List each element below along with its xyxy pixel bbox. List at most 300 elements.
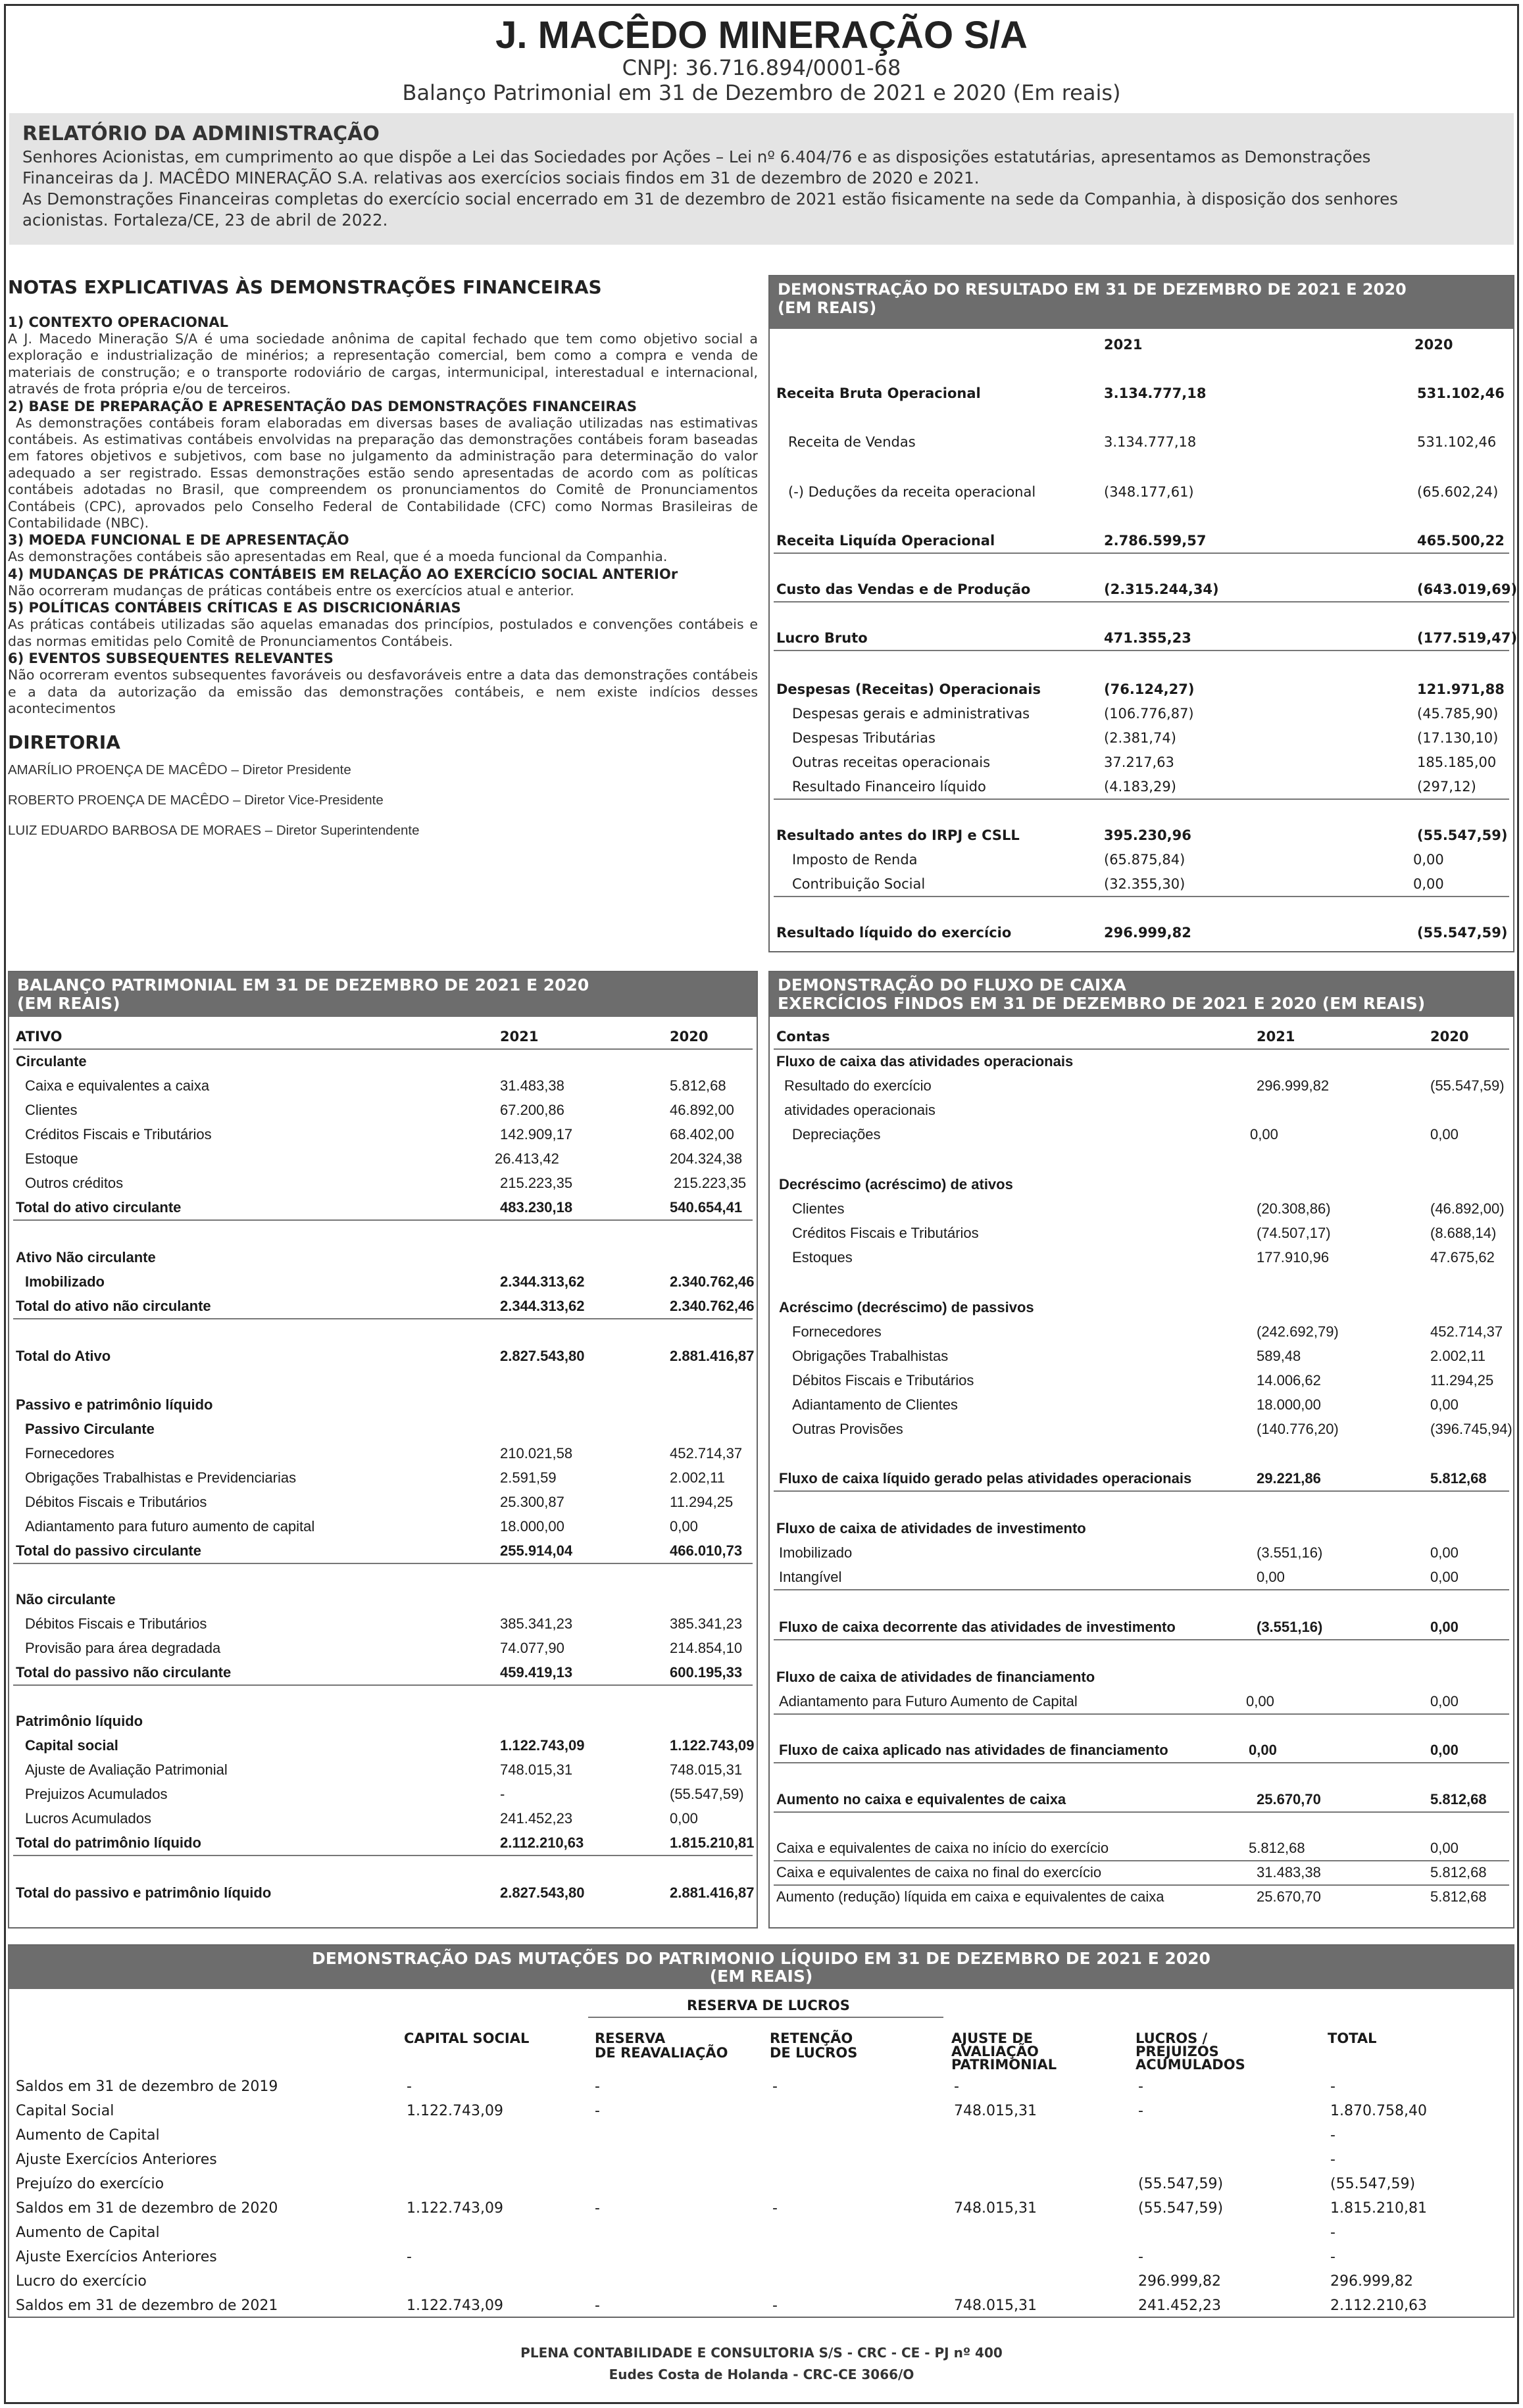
- divider: [774, 1589, 1509, 1590]
- asset-header: ATIVO: [16, 1029, 62, 1044]
- cash-flow-title: DEMONSTRAÇÃO DO FLUXO DE CAIXA: [778, 975, 1126, 995]
- row-value: (55.547,59): [1417, 827, 1508, 843]
- row-value: (2.381,74): [1104, 730, 1176, 746]
- row-label: Prejuizos Acumulados: [25, 1786, 168, 1802]
- table-row: [9, 1807, 757, 1831]
- row-value: (74.507,17): [1257, 1225, 1331, 1241]
- col-header-accumulated: ACUMULADOS: [1136, 2057, 1245, 2073]
- row-label: Imobilizado: [25, 1273, 105, 1290]
- row-label: Receita Liquída Operacional: [776, 533, 995, 549]
- management-report: [9, 113, 1514, 245]
- row-label: Aumento de Capital: [16, 2127, 160, 2144]
- row-label: Total do ativo não circulante: [16, 1298, 211, 1314]
- company-name: J. MACÊDO MINERAÇÃO S/A: [495, 14, 1028, 57]
- row-value: (55.547,59): [1138, 2176, 1224, 2192]
- director-line: AMARÍLIO PROENÇA DE MACÊDO – Diretor Presidente: [8, 762, 351, 778]
- table-row: [770, 1836, 1513, 1860]
- row-value: (3.551,16): [1257, 1544, 1323, 1561]
- row-value: 748.015,31: [670, 1761, 743, 1778]
- table-row: [770, 750, 1513, 774]
- row-value: 0,00: [1430, 1569, 1459, 1585]
- table-row: [770, 1369, 1513, 1392]
- row-value: 385.341,23: [500, 1615, 573, 1632]
- table-row: [9, 1344, 757, 1368]
- divider: [774, 1490, 1509, 1492]
- row-label: Débitos Fiscais e Tributários: [25, 1615, 207, 1632]
- table-row: [770, 1665, 1513, 1689]
- report-line: acionistas. Fortaleza/CE, 23 de abril de 2022.: [22, 210, 388, 230]
- note-text: As práticas contábeis utilizadas são aquelas emanadas dos princípios, postulados e convenções contábeis e das normas emitidas pelo Comitê de Pronunciamentos Contábeis.: [8, 616, 758, 649]
- row-value: 18.000,00: [500, 1518, 564, 1535]
- row-value: 255.914,04: [500, 1542, 573, 1559]
- row-value: 47.675,62: [1430, 1249, 1495, 1265]
- row-label: Total do passivo circulante: [16, 1542, 201, 1559]
- table-row: [9, 1270, 757, 1294]
- row-value: 2.827.543,80: [500, 1348, 585, 1364]
- row-value: 589,48: [1257, 1348, 1301, 1364]
- accounts-header: Contas: [776, 1029, 830, 1044]
- cash-flow-header: [770, 972, 1513, 1017]
- row-label: Resultado Financeiro líquido: [792, 779, 986, 795]
- divider: [774, 799, 1509, 800]
- col-header-retention: RETENÇÃO: [770, 2030, 853, 2046]
- table-row: [770, 1517, 1513, 1540]
- row-value: 31.483,38: [1257, 1864, 1321, 1880]
- row-label: Não circulante: [16, 1591, 116, 1608]
- table-row: [9, 1442, 757, 1465]
- year-header: 2021: [500, 1029, 539, 1044]
- row-value: 2.002,11: [670, 1469, 726, 1486]
- row-value: -: [1330, 2151, 1336, 2168]
- row-value: 395.230,96: [1104, 827, 1191, 843]
- row-value: 177.910,96: [1257, 1249, 1330, 1265]
- row-value: 2.340.762,46: [670, 1298, 755, 1314]
- note-heading: 6) EVENTOS SUBSEQUENTES RELEVANTES: [8, 651, 334, 667]
- balance-sheet-subtitle: (EM REAIS): [17, 994, 120, 1013]
- row-value: (140.776,20): [1257, 1421, 1339, 1437]
- equity-title: DEMONSTRAÇÃO DAS MUTAÇÕES DO PATRIMONIO LÍQUIDO EM 31 DE DEZEMBRO DE 2021 E 2020: [312, 1949, 1211, 1968]
- table-row: [9, 1758, 757, 1782]
- divider: [774, 601, 1509, 602]
- row-label: Resultado antes do IRPJ e CSLL: [776, 827, 1020, 843]
- table-row: [9, 2294, 1513, 2318]
- table-row: [770, 921, 1513, 945]
- table-row: [770, 1320, 1513, 1344]
- row-value: 2.827.543,80: [500, 1884, 585, 1901]
- divider: [774, 1811, 1509, 1813]
- table-row: [9, 1588, 757, 1611]
- row-value: 5.812,68: [1430, 1864, 1487, 1880]
- row-value: -: [1330, 2127, 1336, 2144]
- row-value: 5.812,68: [1430, 1791, 1487, 1807]
- col-header-retention: DE LUCROS: [770, 2045, 858, 2061]
- row-label: Total do Ativo: [16, 1348, 111, 1364]
- row-value: 452.714,37: [1430, 1323, 1503, 1340]
- row-label: Caixa e equivalentes de caixa no final do exercício: [776, 1864, 1102, 1880]
- note-text: A J. Macedo Mineração S/A é uma sociedade anônima de capital fechado que tem como objetivo social a exploração e industrialização de minérios; a representação comercial, bem como a compra e venda de materiais de construção; e o transporte rodoviário de cargas, intermunicipal, interestadual e internacional, através de frota própria e/ou de terceiros.: [8, 331, 758, 397]
- table-row: [9, 2123, 1513, 2148]
- table-row: [9, 2172, 1513, 2196]
- row-value: 5.812,68: [1430, 1470, 1487, 1487]
- divider: [774, 650, 1509, 651]
- note-text: As demonstrações contábeis são apresentadas em Real, que é a moeda funcional da Companhia.: [8, 549, 668, 565]
- table-row: [770, 702, 1513, 725]
- row-value: 215.223,35: [674, 1175, 747, 1191]
- row-label: Outras receitas operacionais: [792, 754, 991, 770]
- row-label: Fluxo de caixa aplicado nas atividades de financiamento: [779, 1742, 1168, 1758]
- row-label: Caixa e equivalentes a caixa: [25, 1077, 210, 1094]
- table-row: [770, 1246, 1513, 1269]
- row-value: 204.324,38: [670, 1150, 743, 1167]
- table-row: [9, 1881, 757, 1905]
- table-row: [770, 1173, 1513, 1196]
- row-value: 0,00: [1250, 1126, 1278, 1143]
- row-value: (55.547,59): [670, 1786, 744, 1802]
- row-label: Despesas gerais e administrativas: [792, 706, 1030, 722]
- row-value: 385.341,23: [670, 1615, 743, 1632]
- row-value: 1.122.743,09: [407, 2200, 503, 2217]
- row-value: -: [500, 1786, 505, 1802]
- table-row: [9, 1050, 757, 1073]
- row-value: 0,00: [1430, 1619, 1459, 1635]
- row-value: 0,00: [1249, 1742, 1277, 1758]
- row-label: Resultado líquido do exercício: [776, 925, 1012, 941]
- director-line: LUIZ EDUARDO BARBOSA DE MORAES – Diretor Superintendente: [8, 823, 420, 839]
- balance-sheet-title: BALANÇO PATRIMONIAL EM 31 DE DEZEMBRO DE 2021 E 2020: [17, 975, 589, 995]
- row-value: 748.015,31: [954, 2297, 1037, 2314]
- divider: [774, 1639, 1509, 1640]
- col-header-adjustment: PATRIMONIAL: [951, 2057, 1057, 2073]
- year-header: 2020: [1430, 1029, 1469, 1044]
- row-value: 25.670,70: [1257, 1791, 1321, 1807]
- row-label: Fluxo de caixa de atividades de financiamento: [776, 1669, 1095, 1685]
- table-row: [770, 1690, 1513, 1713]
- row-label: Créditos Fiscais e Tributários: [792, 1225, 979, 1241]
- table-row: [770, 1050, 1513, 1073]
- table-row: [770, 1788, 1513, 1811]
- row-label: Resultado do exercício: [784, 1077, 932, 1094]
- row-label: Débitos Fiscais e Tributários: [792, 1372, 974, 1388]
- row-label: Prejuízo do exercício: [16, 2176, 164, 2192]
- row-value: 0,00: [1413, 852, 1444, 868]
- row-label: (-) Deduções da receita operacional: [788, 484, 1036, 500]
- row-value: 25.300,87: [500, 1494, 564, 1510]
- row-label: Intangível: [779, 1569, 842, 1585]
- cash-flow-column-header: [770, 1025, 1513, 1048]
- accountant-name: Eudes Costa de Holanda - CRC-CE 3066/O: [609, 2367, 914, 2382]
- divider: [13, 1684, 753, 1686]
- row-value: 2.881.416,87: [670, 1884, 755, 1901]
- row-value: 215.223,35: [500, 1175, 573, 1191]
- table-row: [770, 1738, 1513, 1762]
- row-value: (242.692,79): [1257, 1323, 1339, 1340]
- table-row: [770, 1861, 1513, 1884]
- row-value: 210.021,58: [500, 1445, 573, 1462]
- row-value: (20.308,86): [1257, 1200, 1331, 1217]
- row-value: -: [772, 2297, 778, 2314]
- explanatory-notes: [8, 276, 758, 853]
- row-value: (4.183,29): [1104, 779, 1176, 795]
- row-label: Aumento (redução) líquida em caixa e equivalentes de caixa: [776, 1888, 1164, 1905]
- income-statement-header: [770, 276, 1513, 329]
- table-row: [770, 848, 1513, 872]
- row-value: 121.971,88: [1417, 681, 1505, 697]
- divider: [588, 2017, 943, 2018]
- cash-flow-subtitle: EXERCÍCIOS FINDOS EM 31 DE DEZEMBRO DE 2021 E 2020 (EM REAIS): [778, 994, 1426, 1013]
- row-value: (177.519,47): [1417, 630, 1518, 646]
- note-heading: 5) POLÍTICAS CONTÁBEIS CRÍTICAS E AS DISCRICIONÁRIAS: [8, 600, 461, 616]
- row-value: 1.870.758,40: [1330, 2103, 1427, 2119]
- row-label: Adiantamento para Futuro Aumento de Capital: [779, 1693, 1078, 1709]
- row-value: 0,00: [1246, 1693, 1274, 1709]
- divider: [774, 896, 1509, 897]
- row-value: -: [595, 2103, 600, 2119]
- note-text: Não ocorreram mudanças de práticas contábeis entre os exercícios atual e anterior.: [8, 582, 574, 599]
- table-row: [9, 1734, 757, 1757]
- table-row: [770, 1123, 1513, 1146]
- row-label: Fluxo de caixa decorrente das atividades de investimento: [779, 1619, 1176, 1635]
- row-value: 46.892,00: [670, 1102, 734, 1118]
- col-header-capital: CAPITAL SOCIAL: [404, 2030, 530, 2046]
- row-value: 5.812,68: [1249, 1840, 1305, 1856]
- balance-sheet: [8, 971, 758, 1929]
- divider: [774, 1762, 1509, 1763]
- row-label: Provisão para área degradada: [25, 1640, 221, 1656]
- table-row: [770, 1197, 1513, 1221]
- row-label: Obrigações Trabalhistas e Previdenciarias: [25, 1469, 297, 1486]
- row-value: 18.000,00: [1257, 1396, 1321, 1413]
- row-label: Caixa e equivalentes de caixa no início do exercício: [776, 1840, 1109, 1856]
- row-label: Fluxo de caixa das atividades operacionais: [776, 1053, 1074, 1069]
- row-label: Estoques: [792, 1249, 853, 1265]
- row-value: 296.999,82: [1104, 925, 1191, 941]
- divider: [13, 1855, 753, 1856]
- row-value: 0,00: [1430, 1544, 1459, 1561]
- row-label: Fluxo de caixa líquido gerado pelas atividades operacionais: [779, 1470, 1192, 1487]
- row-value: 540.654,41: [670, 1199, 743, 1216]
- row-value: 0,00: [1430, 1742, 1459, 1758]
- table-row: [9, 1490, 757, 1514]
- table-row: [9, 2099, 1513, 2123]
- row-value: 2.340.762,46: [670, 1273, 755, 1290]
- row-label: Patrimônio líquido: [16, 1713, 143, 1729]
- row-value: (3.551,16): [1257, 1619, 1323, 1635]
- row-value: 185.185,00: [1417, 754, 1497, 770]
- row-value: (643.019,69): [1417, 581, 1518, 597]
- row-value: -: [1330, 2249, 1336, 2265]
- divider: [13, 1318, 753, 1319]
- row-value: 0,00: [1430, 1693, 1459, 1709]
- row-value: 600.195,33: [670, 1664, 743, 1681]
- row-value: 29.221,86: [1257, 1470, 1321, 1487]
- row-label: Clientes: [25, 1102, 78, 1118]
- row-value: (106.776,87): [1104, 706, 1194, 722]
- table-row: [9, 1831, 757, 1855]
- table-row: [9, 1466, 757, 1490]
- row-value: 296.999,82: [1330, 2273, 1413, 2290]
- row-value: (8.688,14): [1430, 1225, 1497, 1241]
- row-label: Capital social: [25, 1737, 118, 1754]
- divider: [774, 553, 1509, 554]
- directors-title: DIRETORIA: [8, 731, 120, 754]
- row-label: Passivo Circulante: [25, 1421, 155, 1437]
- row-label: Contribuição Social: [792, 876, 926, 892]
- balance-column-header: [9, 1025, 757, 1048]
- row-value: 459.419,13: [500, 1664, 573, 1681]
- row-label: Circulante: [16, 1053, 87, 1069]
- row-value: 26.413,42: [495, 1150, 559, 1167]
- divider: [774, 1713, 1509, 1715]
- row-value: 3.134.777,18: [1104, 434, 1197, 450]
- row-value: -: [407, 2249, 412, 2265]
- table-row: [770, 823, 1513, 847]
- table-row: [770, 1393, 1513, 1417]
- row-value: 31.483,38: [500, 1077, 564, 1094]
- table-row: [770, 1296, 1513, 1319]
- row-value: 74.077,90: [500, 1640, 564, 1656]
- director-line: ROBERTO PROENÇA DE MACÊDO – Diretor Vice-Presidente: [8, 793, 384, 808]
- row-label: Passivo e patrimônio líquido: [16, 1396, 213, 1413]
- table-row: [9, 1123, 757, 1146]
- row-label: Débitos Fiscais e Tributários: [25, 1494, 207, 1510]
- row-label: Ajuste Exercícios Anteriores: [16, 2151, 217, 2168]
- row-value: 241.452,23: [500, 1810, 573, 1827]
- col-header-adjustment: AJUSTE DE: [951, 2030, 1034, 2046]
- row-label: Total do ativo circulante: [16, 1199, 182, 1216]
- year-header: 2021: [1257, 1029, 1295, 1044]
- row-value: 2.112.210,63: [500, 1834, 584, 1851]
- table-row: [770, 1565, 1513, 1589]
- table-row: [770, 430, 1513, 454]
- row-value: 1.122.743,09: [500, 1737, 585, 1754]
- divider: [13, 1219, 753, 1221]
- table-row: [9, 1782, 757, 1806]
- row-value: (297,12): [1417, 779, 1476, 795]
- row-label: Imposto de Renda: [792, 852, 918, 868]
- row-value: 1.122.743,09: [407, 2297, 503, 2314]
- table-row: [770, 872, 1513, 896]
- row-label: Decréscimo (acréscimo) de ativos: [779, 1176, 1013, 1192]
- col-header-accumulated: PREJUIZOS: [1136, 2044, 1219, 2059]
- row-value: 2.112.210,63: [1330, 2297, 1427, 2314]
- row-value: -: [1138, 2078, 1143, 2095]
- row-value: 68.402,00: [670, 1126, 734, 1143]
- col-header-reserve: RESERVA: [595, 2030, 666, 2046]
- row-label: Ajuste de Avaliação Patrimonial: [25, 1761, 228, 1778]
- row-value: (396.745,94): [1430, 1421, 1512, 1437]
- row-value: 11.294,25: [1430, 1372, 1494, 1388]
- row-value: 67.200,86: [500, 1102, 564, 1118]
- row-value: 748.015,31: [954, 2200, 1037, 2217]
- row-label: Acréscimo (decréscimo) de passivos: [779, 1299, 1034, 1315]
- col-header-accumulated: LUCROS /: [1136, 2030, 1208, 2046]
- report-line: Financeiras da J. MACÊDO MINERAÇÃO S.A. relativas aos exercícios sociais findos em 31 de dezembro de 2020 e 2021.: [22, 168, 980, 187]
- row-value: (55.547,59): [1330, 2176, 1416, 2192]
- row-value: 214.854,10: [670, 1640, 743, 1656]
- row-value: -: [595, 2200, 600, 2217]
- row-value: 3.134.777,18: [1104, 385, 1207, 401]
- cash-flow-statement: [768, 971, 1514, 1929]
- note-text: As demonstrações contábeis foram elaboradas em diversas bases de avaliação utilizadas nas estimativas contábeis. As estimativas contábeis envolvidas na preparação das demonstrações contábeis foram baseadas em fatores objetivos e subjetivos, com base no julgamento da administração para determinação do valor adequado a ser registrado. Essas demonstrações estão sendo apresentadas de acordo com as políticas contábeis adotadas no Brasil, que compreendem os pronunciamentos do Comitê de Pronunciamentos Contábeis (CPC), aprovados pelo Conselho Federal de Contabilidade (CFC) como Normas Brasileiras de Contabilidade (NBC).: [8, 414, 758, 531]
- row-value: 2.002,11: [1430, 1348, 1486, 1364]
- table-row: [770, 626, 1518, 650]
- row-value: 0,00: [1430, 1396, 1459, 1413]
- row-value: (65.875,84): [1104, 852, 1186, 868]
- row-value: 0,00: [1430, 1126, 1459, 1143]
- table-row: [770, 529, 1513, 553]
- report-title: RELATÓRIO DA ADMINISTRAÇÃO: [22, 122, 380, 145]
- row-value: (32.355,30): [1104, 876, 1186, 892]
- row-value: 0,00: [1257, 1569, 1285, 1585]
- row-value: (55.547,59): [1138, 2200, 1224, 2217]
- income-statement-subtitle: (EM REAIS): [778, 299, 877, 317]
- row-label: Imobilizado: [779, 1544, 853, 1561]
- table-row: [9, 2245, 1513, 2269]
- note-text: Não ocorreram eventos subsequentes favoráveis ou desfavoráveis entre a data das demonstrações contábeis e a data da autorização da emissão das demonstrações contábeis, e nem existe indícios desses acontecimentos: [8, 667, 758, 716]
- row-label: Saldos em 31 de dezembro de 2021: [16, 2297, 278, 2314]
- year-header: 2020: [670, 1029, 709, 1044]
- row-value: 748.015,31: [954, 2103, 1037, 2119]
- row-value: 452.714,37: [670, 1445, 743, 1462]
- row-label: Outros créditos: [25, 1175, 124, 1191]
- row-value: (17.130,10): [1417, 730, 1499, 746]
- row-value: -: [407, 2078, 412, 2095]
- row-label: Obrigações Trabalhistas: [792, 1348, 949, 1364]
- company-cnpj: CNPJ: 36.716.894/0001-68: [622, 55, 901, 80]
- table-row: [770, 677, 1513, 701]
- table-row: [9, 2148, 1513, 2172]
- table-row: [770, 1417, 1513, 1441]
- row-value: 296.999,82: [1138, 2273, 1221, 2290]
- row-value: 37.217,63: [1104, 754, 1174, 770]
- note-heading: 1) CONTEXTO OPERACIONAL: [8, 314, 229, 330]
- table-row: [770, 577, 1518, 601]
- table-row: [770, 1074, 1513, 1098]
- row-value: 0,00: [670, 1518, 698, 1535]
- row-value: -: [1330, 2078, 1336, 2095]
- table-row: [9, 1661, 757, 1684]
- table-row: [770, 480, 1513, 504]
- row-label: atividades operacionais: [784, 1102, 936, 1118]
- row-value: 0,00: [1430, 1840, 1459, 1856]
- row-label: Ativo Não circulante: [16, 1249, 156, 1265]
- row-label: Lucro do exercício: [16, 2273, 147, 2290]
- row-value: 0,00: [1413, 876, 1444, 892]
- table-row: [9, 1393, 757, 1417]
- income-statement-title: DEMONSTRAÇÃO DO RESULTADO EM 31 DE DEZEMBRO DE 2021 E 2020: [778, 280, 1407, 299]
- table-row: [9, 1147, 757, 1171]
- row-value: 531.102,46: [1417, 385, 1505, 401]
- row-label: Adiantamento de Clientes: [792, 1396, 958, 1413]
- table-row: [9, 1709, 757, 1733]
- row-label: Despesas (Receitas) Operacionais: [776, 681, 1041, 697]
- row-label: Aumento no caixa e equivalentes de caixa: [776, 1791, 1066, 1807]
- note-heading: 4) MUDANÇAS DE PRÁTICAS CONTÁBEIS EM RELAÇÃO AO EXERCÍCIO SOCIAL ANTERIOr: [8, 566, 678, 582]
- row-value: 5.812,68: [1430, 1888, 1487, 1905]
- row-value: 531.102,46: [1417, 434, 1497, 450]
- table-row: [9, 1098, 757, 1122]
- row-value: 2.344.313,62: [500, 1298, 585, 1314]
- row-value: 1.815.210,81: [1330, 2200, 1427, 2217]
- row-value: 25.670,70: [1257, 1888, 1321, 1905]
- row-value: 5.812,68: [670, 1077, 726, 1094]
- row-value: -: [954, 2078, 959, 2095]
- row-value: (55.547,59): [1417, 925, 1508, 941]
- equity-subtitle: (EM REAIS): [709, 1967, 813, 1986]
- table-row: [9, 2075, 1513, 2099]
- table-row: [770, 1344, 1513, 1368]
- row-value: 296.999,82: [1257, 1077, 1330, 1094]
